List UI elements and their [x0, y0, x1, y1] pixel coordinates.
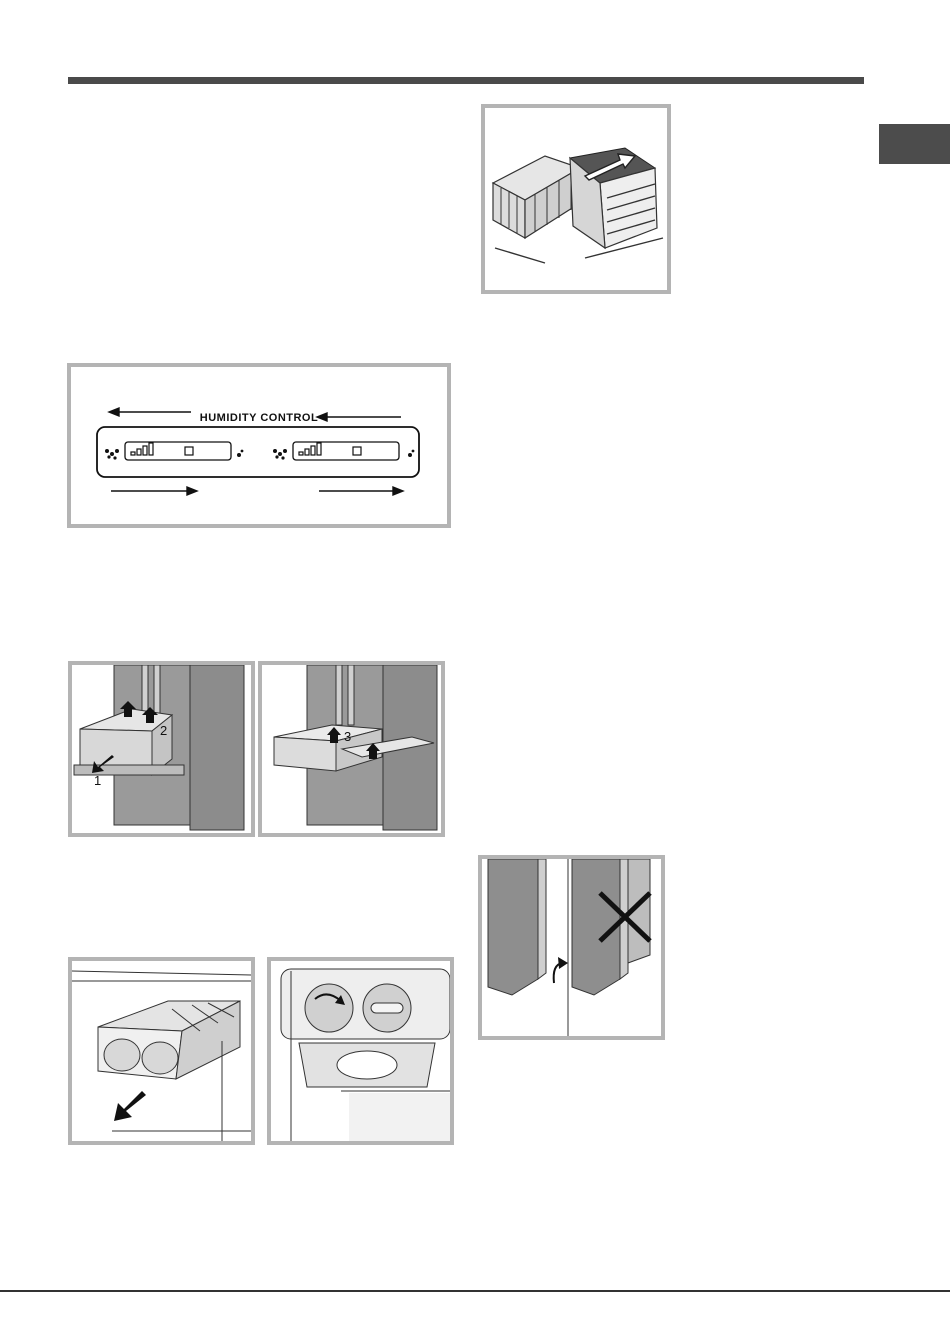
step-number-3: 3	[344, 729, 352, 744]
door-alignment-figure	[478, 855, 665, 1040]
drawer-removal-step-3-figure	[258, 661, 445, 837]
ice-dispenser-knobs-figure	[267, 957, 454, 1145]
humidity-control-label: HUMIDITY CONTROL	[199, 412, 319, 424]
arrow-right-icon	[111, 487, 403, 495]
ice-tray-figure	[481, 104, 671, 294]
step-number-2: 2	[160, 723, 168, 738]
humidity-control-figure	[67, 363, 451, 528]
arrow-down-left-icon	[114, 1091, 146, 1121]
ice-bucket-pull-figure	[68, 957, 255, 1145]
step-number-1: 1	[94, 773, 102, 788]
top-rule	[68, 77, 864, 84]
bottom-rule	[0, 1290, 950, 1292]
drawer-removal-step-1-figure	[68, 661, 255, 837]
language-tab	[879, 124, 950, 164]
